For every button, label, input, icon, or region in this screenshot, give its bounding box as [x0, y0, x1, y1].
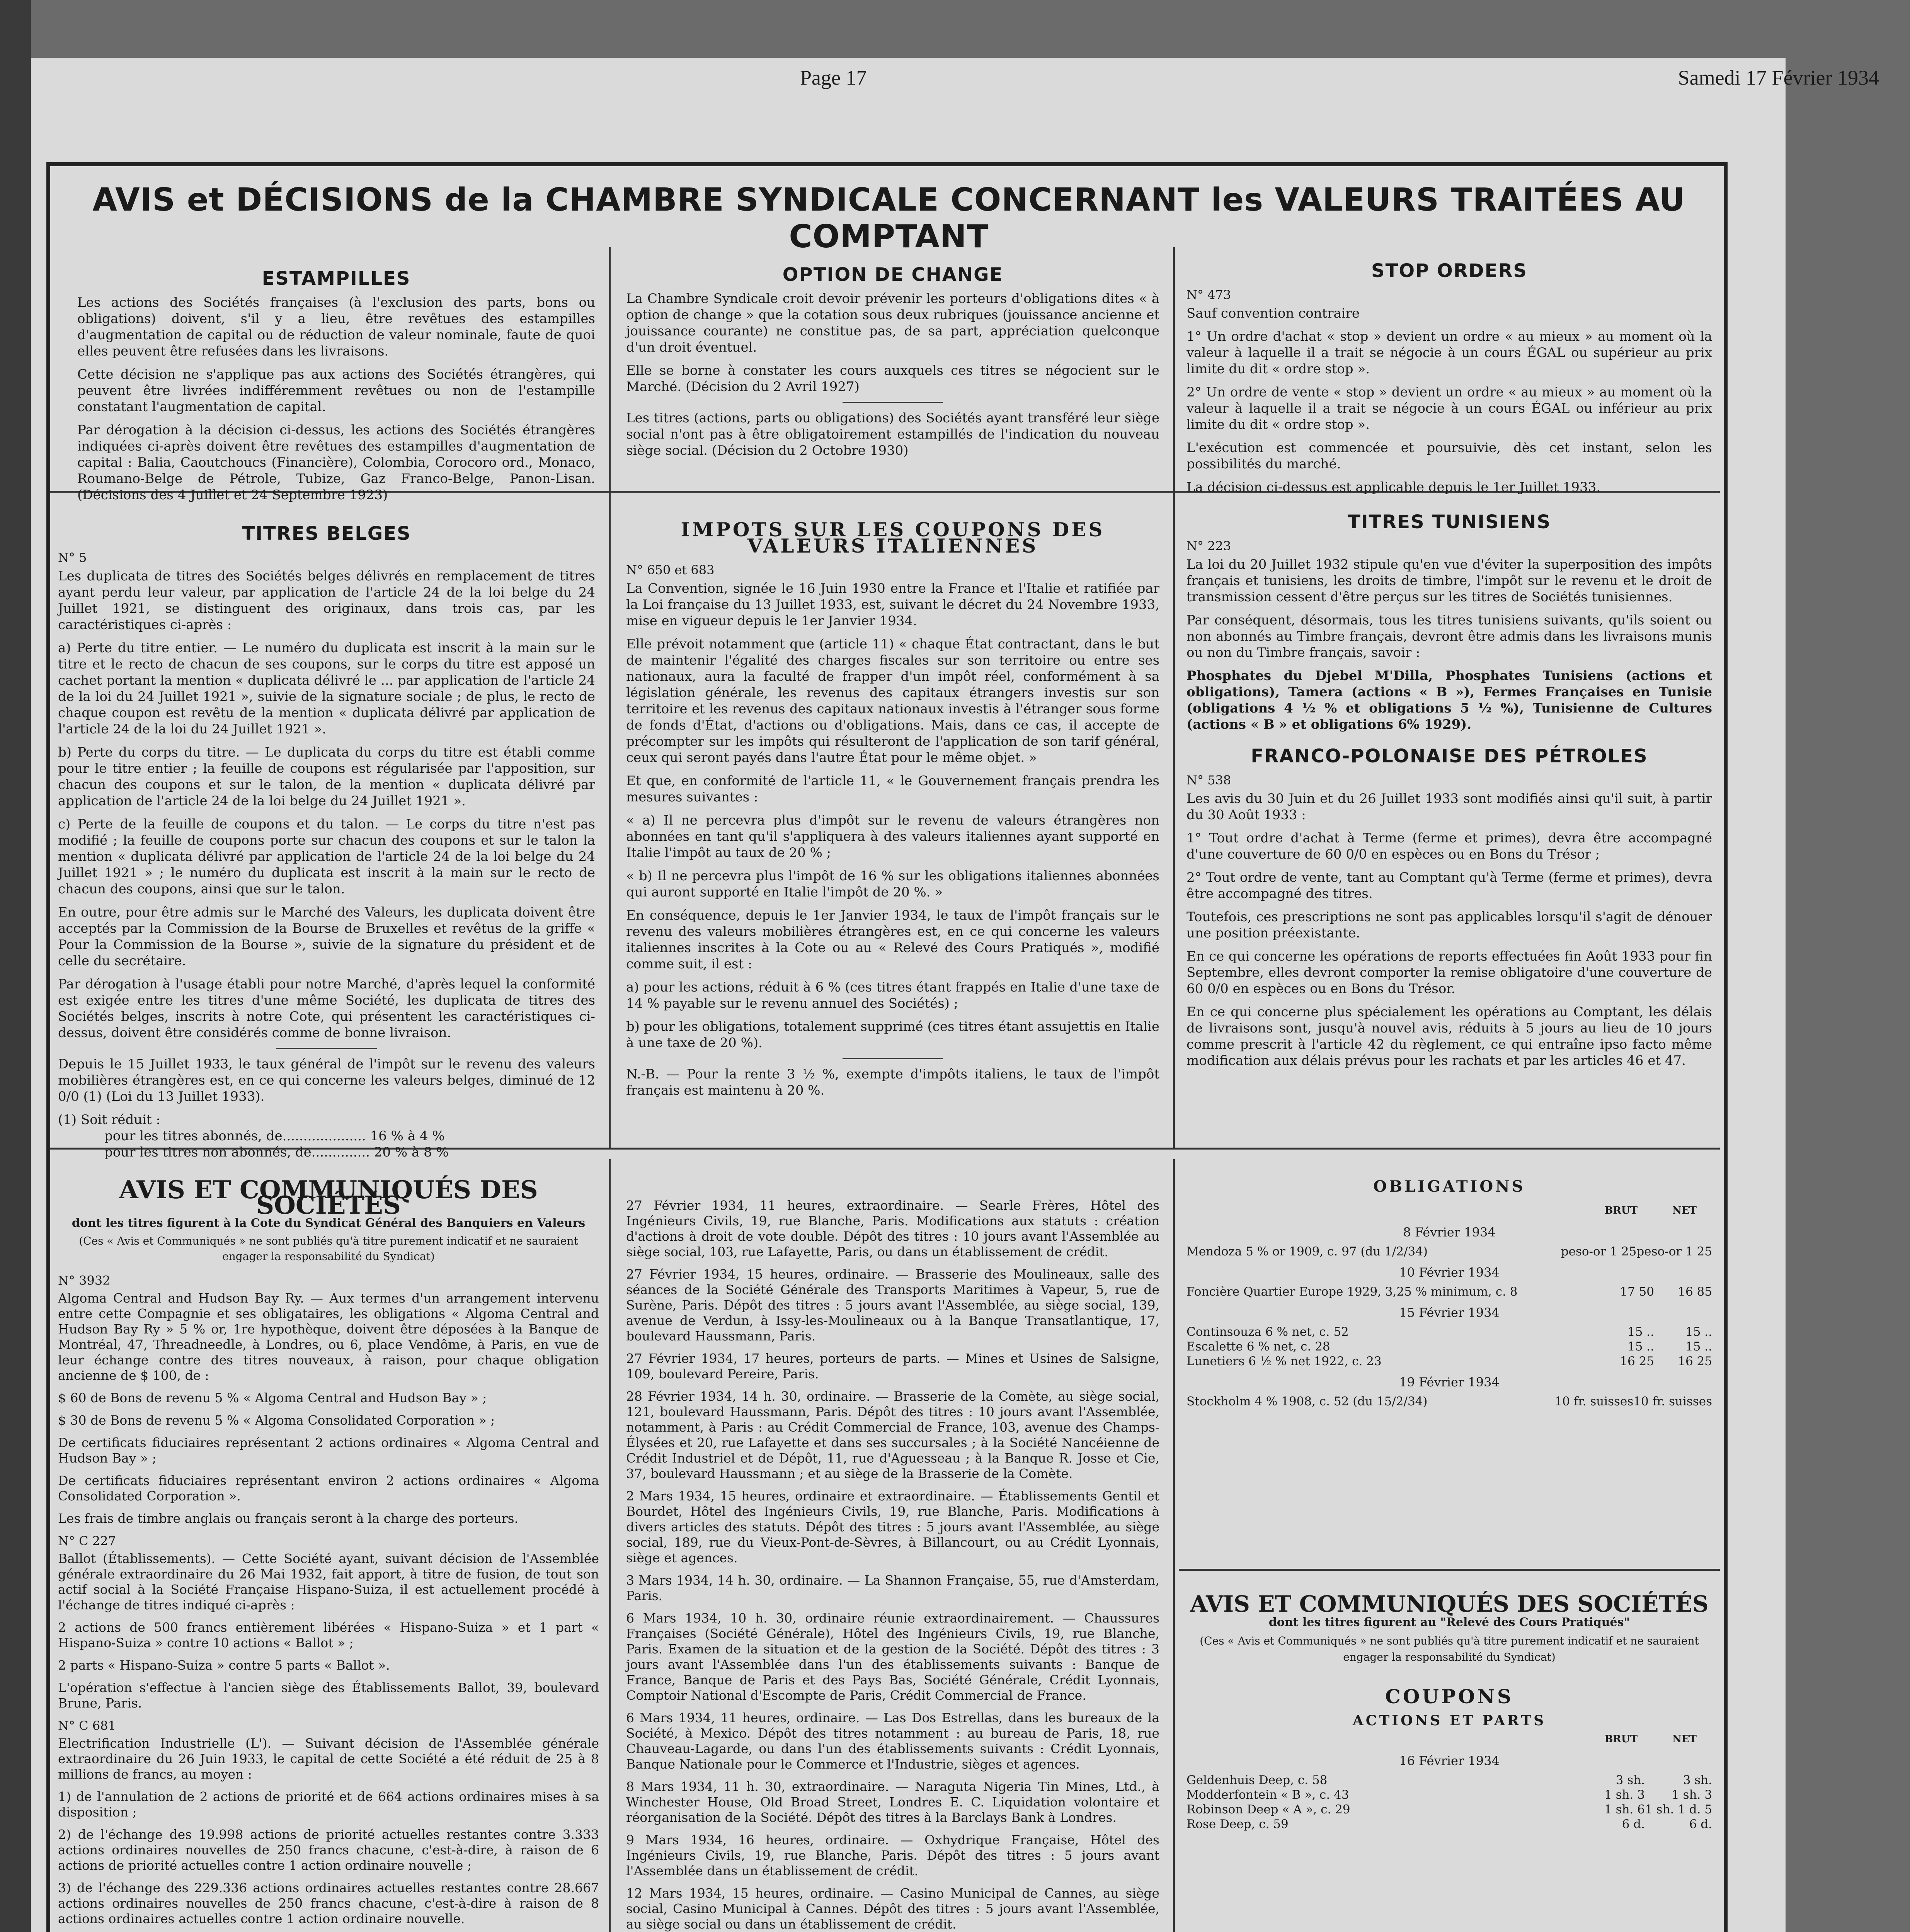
security-name: Modderfontein « B », c. 43 [1187, 1788, 1349, 1802]
rule-right-sep [1179, 1569, 1720, 1571]
obligations-title: OBLIGATIONS [1373, 1177, 1525, 1196]
table-row [1187, 1787, 1712, 1802]
date-heading: 10 Février 1934 [1399, 1265, 1500, 1280]
section-obligations [1187, 1171, 1712, 1409]
paragraph: Les avis du 30 Juin et du 26 Juillet 1933 sont modifiés ainsi qu'il suit, à partir du 30 Août 1933 : [1187, 791, 1712, 823]
paragraph: La Convention, signée le 16 Juin 1930 entre la France et l'Italie et ratifiée par la Loi française du 13 Juillet 1933, est, suivant le décret du 24 Novembre 1933, mise en vigueur depuis le 1er Janvier 1934. [626, 581, 1159, 629]
estampilles-title: ESTAMPILLES [262, 268, 411, 289]
table-row [1187, 1325, 1712, 1339]
date-heading: 19 Février 1934 [1399, 1375, 1500, 1389]
brut-value: 10 fr. suisses [1554, 1395, 1634, 1408]
paragraph: Algoma Central and Hudson Bay Ry. — Aux termes d'un arrangement intervenu entre cette Compagnie et ses obligataires, les obligations « Algoma Central and Hudson Bay Ry » 5 % or, 1re hypothèque, doivent être déposées à la Banque de Montréal, 47, Threadneedle, à Londres, ou 6, place Vendôme, à Paris, en vue de leur échange contre des titres nouveaux, à raison, pour chaque obligation ancienne de $ 100, de : [58, 1291, 599, 1383]
brut-value: 15 .. [1627, 1340, 1654, 1354]
rule-col2b [1173, 1159, 1175, 1932]
main-banner-title: AVIS et DÉCISIONS de la CHAMBRE SYNDICALE CONCERNANT les VALEURS TRAITÉES AU COMPTANT [92, 182, 1685, 255]
paragraph: 3) de l'échange des 229.336 actions ordinaires actuelles restantes contre 28.667 actions ordinaires nouvelles de 250 francs chacune, c'est-à-dire à raison de 8 actions ordinaires actuelles contre 1 action ordinaire nouvelle. [58, 1880, 599, 1926]
net-value: 6 d. [1689, 1817, 1712, 1831]
paragraph: 6 Mars 1934, 11 heures, ordinaire. — Las Dos Estrellas, dans les bureaux de la Société, à Mexico. Dépôt des titres notamment : au bureau de Paris, 18, rue Chauveau-Lagarde, ou dans l'un des établissements suivants : Crédit Lyonnais, Banque Nationale pour le Commerce et l'Industrie, sièges et agences. [626, 1710, 1159, 1772]
obligations-table [1187, 1394, 1712, 1409]
paragraph: Toutefois, ces prescriptions ne sont pas applicables lorsqu'il s'agit de dénouer une position préexistante. [1187, 909, 1712, 941]
paragraph: $ 60 de Bons de revenu 5 % « Algoma Central and Hudson Bay » ; [58, 1390, 487, 1405]
section-convocations-cont [626, 1198, 1159, 1932]
paragraph: Les frais de timbre anglais ou français seront à la charge des porteurs. [58, 1511, 519, 1526]
net-value: 15 .. [1685, 1325, 1712, 1339]
avis-subtitle: dont les titres figurent à la Cote du Syndicat Général des Banquiers en Valeurs [71, 1216, 586, 1230]
paragraph: 2 Mars 1934, 15 heures, ordinaire et extraordinaire. — Établissements Gentil et Bourdet, Hôtel des Ingénieurs Civils, 19, rue Blanche, Paris. Modifications à divers articles des statuts. Dépôt des titres : 5 jours avant l'Assemblée, au siège social, 189, rue du Vieux-Pont-de-Sèvres, à Billancourt, ou au Crédit Lyonnais, siège et agences. [626, 1488, 1159, 1565]
paragraph: N.-B. — Pour la rente 3 ½ %, exempte d'impôts italiens, le taux de l'impôt français est maintenu à 20 %. [626, 1066, 1159, 1098]
security-name: Lunetiers 6 ½ % net 1922, c. 23 [1187, 1354, 1382, 1368]
paragraph: En ce qui concerne plus spécialement les opérations au Comptant, les délais de livraisons sont, jusqu'à nouvel avis, réduits à 5 jours au lieu de 10 jours comme prescrit à l'article 42 du règlement, ce qui entraîne ipso facto même modification aux délais prévus pour les rachats et par les articles 46 et 47. [1187, 1004, 1712, 1068]
running-header [0, 58, 1910, 108]
table-row [1187, 1354, 1712, 1369]
coupons-right-title: COUPONS [1385, 1685, 1513, 1708]
notice-number: N° C 681 [58, 1718, 116, 1733]
paragraph: Elle se borne à constater les cours auxquels ces titres se négocient sur le Marché. (Décision du 2 Avril 1927) [626, 363, 1159, 395]
paragraph: En outre, pour être admis sur le Marché des Valeurs, les duplicata doivent être acceptés par la Commission de la Bourse de Bruxelles et revêtus de la griffe « Pour la Commission de la Bourse », suivie de la signature du président et de celle du secrétaire. [58, 905, 595, 969]
section-stop-orders [1187, 260, 1712, 502]
divider [276, 1048, 377, 1049]
table-row [1187, 1284, 1712, 1299]
security-name: Foncière Quartier Europe 1929, 3,25 % minimum, c. 8 [1187, 1285, 1518, 1299]
footnote: (1) Soit réduit : [58, 1112, 160, 1128]
paragraph: Ballot (Établissements). — Cette Société ayant, suivant décision de l'Assemblée générale extraordinaire du 26 Mai 1932, fait apport, à titre de fusion, de tout son actif social à la Société Française Hispano-Suiza, il est actuellement procédé à l'échange de titres indiqué ci-après : [58, 1551, 599, 1612]
column-headers [1187, 1731, 1712, 1747]
brut-value: 15 .. [1627, 1325, 1654, 1339]
notice-number: N° 650 et 683 [626, 563, 715, 577]
brut-value: 16 25 [1620, 1354, 1654, 1368]
net-value: 1 sh. 3 [1672, 1788, 1712, 1802]
paragraph: En ce qui concerne les opérations de reports effectuées fin Août 1933 pour fin Septembre, elles devront comporter la remise obligatoire d'une couverture de 60 0/0 en espèces ou en Bons du Trésor. [1187, 949, 1712, 997]
paragraph: 1° Un ordre d'achat « stop » devient un ordre « au mieux » au moment où la valeur à laquelle il a trait se négocie à un cours ÉGAL ou supérieur au prix limite du dit « ordre stop ». [1187, 329, 1712, 377]
brut-value: 17 50 [1620, 1285, 1654, 1299]
paragraph: 12 Mars 1934, 15 heures, ordinaire. — Casino Municipal de Cannes, au siège social, Casino Municipal à Cannes. Dépôt des titres : 5 jours avant l'Assemblée, au siège social ou dans un établissement de crédit. [626, 1886, 1159, 1932]
section-avis-releve [1187, 1591, 1712, 1832]
net-value: 16 25 [1678, 1354, 1712, 1368]
brut-value: 1 sh. 6 [1604, 1803, 1645, 1816]
footnote-line: pour les titres abonnés, de.................... 16 % à 4 % [104, 1128, 445, 1144]
security-name: Geldenhuis Deep, c. 58 [1187, 1773, 1328, 1787]
security-name: Mendoza 5 % or 1909, c. 97 (du 1/2/34) [1187, 1245, 1428, 1259]
brut-value: peso-or 1 25 [1561, 1245, 1637, 1259]
avis2-title: AVIS ET COMMUNIQUÉS DES SOCIÉTÉS [1190, 1591, 1709, 1617]
paragraph: Depuis le 15 Juillet 1933, le taux général de l'impôt sur le revenu des valeurs mobilières étrangères est, en ce qui concerne les valeurs belges, diminué de 12 0/0 (1) (Loi du 13 Juillet 1933). [58, 1056, 595, 1104]
paragraph: a) Perte du titre entier. — Le numéro du duplicata est inscrit à la main sur le titre et le recto de chacun de ses coupons, sur le corps du titre est apposé un cachet portant la mention « duplicata délivré le ... par application de l'article 24 de la loi du 24 Juillet 1921 », suivie de la signature sociale ; de plus, le recto de chaque coupon est revêtu de la mention « duplicata délivré par application de l'article 24 de la loi du 24 Juillet 1921 ». [58, 640, 595, 737]
net-value: 3 sh. [1683, 1773, 1712, 1787]
paragraph: 3 Mars 1934, 14 h. 30, ordinaire. — La Shannon Française, 55, rue d'Amsterdam, Paris. [626, 1573, 1159, 1603]
paragraph: Par dérogation à la décision ci-dessus, les actions des Sociétés étrangères indiquées ci-après doivent être revêtues des estampilles d'augmentation de capital : Balia, Caoutchoucs (Financière), Colombia, Corocoro ord., Monaco, Roumano-Belge de Pétrole, Tubize, Gaz Franco-Belge, Panon-Lisan. (Décisions des 4 Juillet et 24 Septembre 1923) [77, 422, 595, 503]
table-row [1187, 1802, 1712, 1817]
option-title: OPTION DE CHANGE [782, 264, 1003, 286]
paragraph: Elle prévoit notamment que (article 11) « chaque État contractant, dans le but de maintenir l'égalité des charges fiscales sur son territoire ou entre ses nationaux, aura la faculté de frapper d'un impôt réel, conformément à sa législation générale, les revenus des capitaux étrangers investis sur son territoire et les revenus des capitaux nationaux investis à l'étranger sous forme de fonds d'État, d'actions ou d'obligations. Mais, dans ce cas, il accepte de précompter sur les impôts qui résulteront de l'application de son tarif général, ceux qui seront payés dans l'autre État pour le même objet. » [626, 636, 1159, 765]
table-row [1187, 1817, 1712, 1832]
paragraph: 6 Mars 1934, 10 h. 30, ordinaire réunie extraordinairement. — Chaussures Françaises (Société Générale), Hôtel des Ingénieurs Civils, 19, rue Blanche, Paris. Examen de la situation et de la gestion de la Société. Dépôt des titres : 3 jours avant l'Assemblée dans l'un des établissements suivants : Banque de France, Banque de Paris et des Pays Bas, Société Générale, Crédit Lyonnais, Comptoir National d'Escompte de Paris, Crédit Commercial de France. [626, 1611, 1159, 1703]
paragraph: « b) Il ne percevra plus l'impôt de 16 % sur les obligations italiennes abonnées qui auront supporté en Italie l'impôt de 20 %. » [626, 868, 1159, 900]
net-value: peso-or 1 25 [1636, 1245, 1712, 1259]
page-number: Page 17 [800, 66, 867, 89]
paragraph: Par conséquent, désormais, tous les titres tunisiens suivants, qu'ils soient ou non abonnés au Timbre français, devront être admis dans les livraisons munis ou non du Timbre français, savoir : [1187, 612, 1712, 660]
paragraph: De certificats fiduciaires représentant 2 actions ordinaires « Algoma Central and Hudson Bay » ; [58, 1435, 599, 1466]
rule-col1b [609, 1159, 611, 1932]
paragraph: Phosphates du Djebel M'Dilla, Phosphates Tunisiens (actions et obligations), Tamera (actions « B »), Fermes Françaises en Tunisie (obligations 4 ½ % et obligations 5 ½ %), Tunisienne de Cultures (actions « B » et obligations 6% 1929). [1187, 668, 1712, 732]
divider [843, 1058, 943, 1059]
paragraph: a) pour les actions, réduit à 6 % (ces titres étant frappés en Italie d'une taxe de 14 % payable sur le revenu annuel des Sociétés) ; [626, 980, 1159, 1011]
obligations-table [1187, 1284, 1712, 1299]
paragraph: L'exécution est commencée et poursuivie, dès cet instant, selon les possibilités du marché. [1187, 440, 1712, 472]
section-estampilles [77, 270, 595, 510]
paragraph: 27 Février 1934, 11 heures, extraordinaire. — Searle Frères, Hôtel des Ingénieurs Civils, 19, rue Blanche, Paris. Modifications aux statuts : création d'actions à droit de vote double. Dépôt des titres : 10 jours avant l'Assemblée au siège social, 103, rue Lafayette, Paris, ou dans un établissement de crédit. [626, 1198, 1159, 1259]
table-row [1187, 1773, 1712, 1787]
paragraph: b) Perte du corps du titre. — Le duplicata du corps du titre est établi comme pour le titre entier ; la feuille de coupons est régularisée par l'apposition, sur chacun des coupons et sur le talon, de la mention « duplicata délivré par application de l'article 24 de la loi belge du 24 Juillet 1921 ». [58, 745, 595, 809]
brut-header: BRUT [1604, 1205, 1638, 1216]
net-value: 1 sh. 1 d. 5 [1644, 1803, 1712, 1816]
brut-value: 1 sh. 3 [1604, 1788, 1645, 1802]
paragraph: La loi du 20 Juillet 1932 stipule qu'en vue d'éviter la superposition des impôts français et tunisiens, les droits de timbre, l'impôt sur le revenu et le droit de transmission cessent d'être perçus sur les titres de Sociétés tunisiennes. [1187, 557, 1712, 605]
net-value: 10 fr. suisses [1633, 1395, 1712, 1408]
security-name: Stockholm 4 % 1908, c. 52 (du 15/2/34) [1187, 1395, 1428, 1408]
paragraph: « a) Il ne percevra plus d'impôt sur le revenu de valeurs étrangères non abonnées en tant qu'il s'appliquera à des valeurs italiennes ayant supporté en Italie l'impôt au taux de 20 % ; [626, 813, 1159, 861]
franco-title: FRANCO-POLONAISE DES PÉTROLES [1251, 745, 1648, 767]
table-row [1187, 1339, 1712, 1354]
paragraph: Et que, en conformité de l'article 11, « le Gouvernement français prendra les mesures suivantes : [626, 773, 1159, 805]
notice-number: N° C 227 [58, 1534, 116, 1548]
paragraph: Electrification Industrielle (L'). — Suivant décision de l'Assemblée générale extraordinaire du 26 Juin 1933, le capital de cette Société a été réduit de 25 à 8 millions de francs, au moyen : [58, 1736, 599, 1782]
obligations-table [1187, 1325, 1712, 1369]
paragraph: Les duplicata de titres des Sociétés belges délivrés en remplacement de titres ayant perdu leur valeur, par application de l'article 24 de la loi belge du 24 Juillet 1921, se distinguent des originaux, dans trois cas, par les caractéristiques ci-après : [58, 568, 595, 633]
paragraph: La Chambre Syndicale croit devoir prévenir les porteurs d'obligations dites « à option de change » que la cotation sous deux rubriques (jouissance ancienne et jouissance courante) ne constitue pas, de sa part, appréciation quelconque d'un droit éventuel. [626, 291, 1159, 355]
paragraph: En conséquence, depuis le 1er Janvier 1934, le taux de l'impôt français sur le revenu des valeurs mobilières étrangères est, en ce qui concerne les valeurs italiennes inscrites à la Cote ou au « Relevé des Cours Pratiqués », modifié comme suit, il est : [626, 908, 1159, 972]
net-header: NET [1672, 1205, 1697, 1216]
notice-number: N° 473 [1187, 287, 1231, 302]
net-value: 15 .. [1685, 1340, 1712, 1354]
paragraph: Les actions des Sociétés françaises (à l'exclusion des parts, bons ou obligations) doivent, s'il y a lieu, être revêtues des estampilles d'augmentation de capital ou de réduction de valeur nominale, faute de quoi elles peuvent être refusées dans les livraisons. [77, 295, 595, 359]
divider [843, 402, 943, 403]
paragraph: 27 Février 1934, 17 heures, porteurs de parts. — Mines et Usines de Salsigne, 109, boulevard Pereire, Paris. [626, 1351, 1159, 1381]
avis-title: AVIS ET COMMUNIQUÉS DES SOCIÉTÉS [119, 1175, 538, 1220]
paragraph: La décision ci-dessus est applicable depuis le 1er Juillet 1933. [1187, 480, 1601, 495]
paragraph: 1° Tout ordre d'achat à Terme (ferme et primes), devra être accompagné d'une couverture de 60 0/0 en espèces ou en Bons du Trésor ; [1187, 830, 1712, 862]
paragraph: Par dérogation à l'usage établi pour notre Marché, d'après lequel la conformité est exigée entre les titres d'une même Société, les duplicata de titres des Sociétés belges, inscrits à notre Cote, qui présentent les caractéristiques ci-dessus, doivent être considérés comme de bonne livraison. [58, 976, 595, 1041]
paragraph: 2° Tout ordre de vente, tant au Comptant qu'à Terme (ferme et primes), devra être accompagné des titres. [1187, 870, 1712, 901]
paragraph: 1) de l'annulation de 2 actions de priorité et de 664 actions ordinaires mises à sa disposition ; [58, 1789, 599, 1820]
paragraph: 2) de l'échange des 19.998 actions de priorité actuelles restantes contre 3.333 actions ordinaires nouvelles de 250 francs chacune, c'est-à-dire, à raison de 6 actions de priorité actuelles contre 1 action ordinaire nouvelle ; [58, 1827, 599, 1873]
paragraph: 2° Un ordre de vente « stop » devient un ordre « au mieux » au moment où la valeur à laquelle il a trait se négocie à un cours ÉGAL ou inférieur au prix limite du dit « ordre stop ». [1187, 384, 1712, 432]
paragraph: L'opération s'effectue à l'ancien siège des Établissements Ballot, 39, boulevard Brune, Paris. [58, 1680, 599, 1711]
impots-title: IMPOTS SUR LES COUPONS DES VALEURS ITALIENNES [681, 518, 1105, 557]
avis2-subtitle: dont les titres figurent au "Relevé des Cours Pratiqués" [1268, 1616, 1630, 1629]
table-row [1187, 1244, 1712, 1259]
coupons-right-subtitle: ACTIONS ET PARTS [1352, 1713, 1546, 1729]
notice-number: N° 223 [1187, 539, 1231, 553]
rule-col2 [1173, 247, 1175, 1148]
paragraph: 27 Février 1934, 15 heures, ordinaire. — Brasserie des Moulineaux, salle des séances de la Société Générale des Transports Maritimes à Vapeur, 5, rue de Surène, Paris. Dépôt des titres : 5 jours avant l'Assemblée, au siège social, 139, avenue de Verdun, à Issy-les-Moulineaux ou à la Banque Transatlantique, 17, boulevard Haussmann, Paris. [626, 1267, 1159, 1344]
brut-value: 3 sh. [1615, 1773, 1645, 1787]
security-name: Escalette 6 % net, c. 28 [1187, 1340, 1330, 1354]
column-headers [1187, 1202, 1712, 1219]
footnote-line: pour les titres non abonnés, de.............. 20 % à 8 % [104, 1145, 449, 1160]
security-name: Rose Deep, c. 59 [1187, 1817, 1289, 1831]
security-name: Robinson Deep « A », c. 29 [1187, 1803, 1350, 1816]
paragraph: $ 30 de Bons de revenu 5 % « Algoma Consolidated Corporation » ; [58, 1413, 495, 1428]
notice-number: N° 538 [1187, 773, 1231, 787]
paragraph: 2 parts « Hispano-Suiza » contre 5 parts « Ballot ». [58, 1658, 390, 1673]
paragraph: 8 Mars 1934, 11 h. 30, extraordinaire. — Naraguta Nigeria Tin Mines, Ltd., à Winchester House, Old Broad Street, Londres E. C. Liquidation volontaire et réorganisation de la Société. Dépôt des titres à la Barclays Bank à Londres. [626, 1779, 1159, 1825]
section-avis-societes [58, 1175, 599, 1932]
paragraph: 2 actions de 500 francs entièrement libérées « Hispano-Suiza » et 1 part « Hispano-Suiza » contre 10 actions « Ballot » ; [58, 1620, 599, 1650]
section-titres-belges [58, 523, 595, 1160]
paragraph: c) Perte de la feuille de coupons et du talon. — Le corps du titre n'est pas modifié ; la feuille de coupons porte sur chacun des coupons et sur le talon la mention « duplicata délivré par application de l'article 24 de la loi belge du 24 Juillet 1921 » ; le numéro du duplicata est inscrit à la main sur le recto de chacun des coupons, ainsi que sur le talon. [58, 816, 595, 897]
paragraph: Les titres (actions, parts ou obligations) des Sociétés ayant transféré leur siège social n'ont pas à être obligatoirement estampillés de l'indication du nouveau siège social. (Décision du 2 Octobre 1930) [626, 410, 1159, 458]
notice-number: N° 5 [58, 550, 87, 565]
coupons-table [1187, 1773, 1712, 1832]
section-titres-tunisiens [1187, 511, 1712, 1076]
paragraph: 9 Mars 1934, 16 heures, ordinaire. — Oxhydrique Française, Hôtel des Ingénieurs Civils, 19, rue Blanche, Paris. Dépôt des titres : 5 jours avant l'Assemblée dans un établissement de crédit. [626, 1832, 1159, 1878]
scan-binding-edge [0, 0, 31, 1932]
paragraph: De certificats fiduciaires représentant environ 2 actions ordinaires « Algoma Consolidated Corporation ». [58, 1473, 599, 1503]
paragraph: Cette décision ne s'applique pas aux actions des Sociétés étrangères, qui peuvent être livrées indifféremment revêtues ou non de l'estampille constatant l'augmentation de capital. [77, 367, 595, 415]
paragraph: 28 Février 1934, 14 h. 30, ordinaire. — Brasserie de la Comète, au siège social, 121, boulevard Haussmann, Paris. Dépôt des titres : 10 jours avant l'Assemblée, notamment, à Paris : au Crédit Commercial de France, 103, avenue des Champs-Élysées et 20, rue Lafayette et dans ses succursales ; à la Société Nancéienne de Crédit Industriel et de Dépôt, 11, rue d'Aguesseau ; à la Banque R. Josse et Cie, 37, boulevard Haussmann ; et au siège de la Brasserie de la Comète. [626, 1389, 1159, 1481]
net-value: 16 85 [1678, 1285, 1712, 1299]
date-heading: 16 Février 1934 [1399, 1753, 1500, 1768]
security-name: Continsouza 6 % net, c. 52 [1187, 1325, 1349, 1339]
net-header: NET [1672, 1733, 1697, 1745]
avis2-disclaimer: (Ces « Avis et Communiqués » ne sont publiés qu'à titre purement indicatif et ne sauraient engager la responsabilité du Syndicat) [1200, 1634, 1699, 1663]
date-heading: 15 Février 1934 [1399, 1305, 1500, 1320]
tunisiens-title: TITRES TUNISIENS [1347, 511, 1551, 533]
paragraph: Sauf convention contraire [1187, 306, 1360, 321]
section-impots-italiens [626, 518, 1159, 1105]
stop-title: STOP ORDERS [1371, 260, 1527, 282]
notice-number: N° 3932 [58, 1273, 111, 1288]
paragraph: b) pour les obligations, totalement supprimé (ces titres étant assujettis en Italie à une taxe de 20 %). [626, 1019, 1159, 1051]
rule-col1 [609, 247, 611, 1148]
table-row [1187, 1394, 1712, 1409]
issue-date: Samedi 17 Février 1934 [1678, 66, 1879, 89]
brut-header: BRUT [1604, 1733, 1638, 1745]
brut-value: 6 d. [1622, 1817, 1645, 1831]
avis-disclaimer: (Ces « Avis et Communiqués » ne sont publiés qu'à titre purement indicatif et ne sauraient engager la responsabilité du Syndicat) [79, 1235, 578, 1263]
date-heading: 8 Février 1934 [1403, 1225, 1496, 1240]
section-option-change [626, 264, 1159, 466]
belges-title: TITRES BELGES [242, 523, 411, 544]
obligations-table [1187, 1244, 1712, 1259]
